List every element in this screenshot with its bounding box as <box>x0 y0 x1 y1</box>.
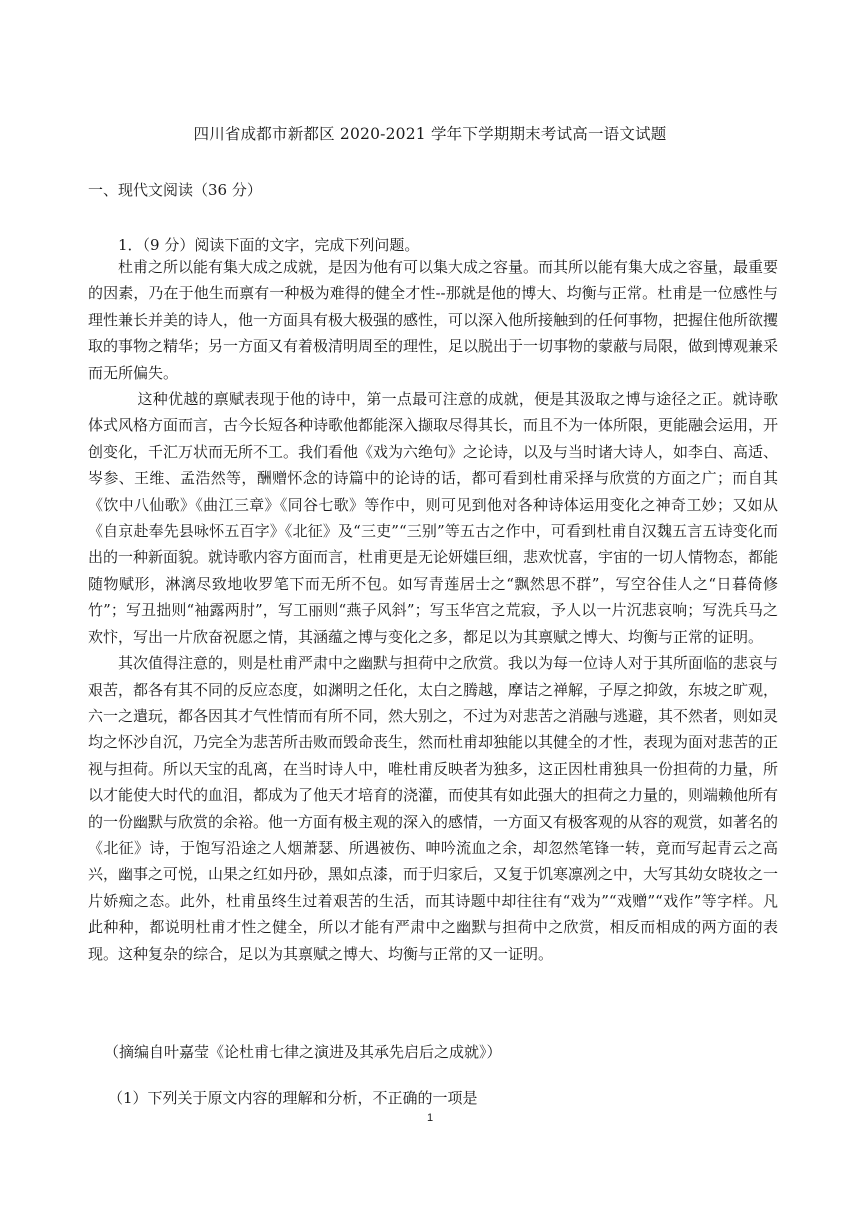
page-number: 1 <box>426 1112 434 1124</box>
section-heading: 一、现代文阅读（36 分） <box>88 181 262 199</box>
passage-body <box>88 254 778 967</box>
subquestion-1: （1）下列关于原文内容的理解和分析，不正确的一项是 <box>108 1089 478 1107</box>
question-1-intro: 1．（9 分）阅读下面的文字，完成下列问题。 <box>118 236 420 254</box>
passage-paragraph-1: 杜甫之所以能有集大成之成就，是因为他有可以集大成之容量。而其所以能有集大成之容量，最重要的因素，乃在于他生而禀有一种极为难得的健全才性--那就是他的博大、均衡与正常。杜甫是一位感性与理性兼长并美的诗人，他一方面具有极大极强的感性，可以深入他所接触到的任何事物，把握住他所欲攫取的事物之精华；另一方面又有着极清明周至的理性，足以脱出于一切事物的蒙蔽与局限，做到博观兼采而无所偏失。 <box>88 258 779 382</box>
passage-paragraph-2: 这种优越的禀赋表现于他的诗中，第一点最可注意的成就，便是其汲取之博与途径之正。就诗歌体式风格方面而言，古今长短各种诗歌他都能深入撷取尽得其长，而且不为一体所限，更能融会运用，开创变化，千汇万状而无所不工。我们看他《戏为六绝句》之论诗，以及与当时诸大诗人，如李白、高适、岑参、王维、孟浩然等，酬赠怀念的诗篇中的论诗的话，都可看到杜甫采择与欣赏的方面之广；而自其《饮中八仙歌》《曲江三章》《同谷七歌》等作中，则可见到他对各种诗体运用变化之神奇工妙；又如从《自京赴奉先县咏怀五百字》《北征》及“三吏”“三别”等五古之作中，可看到杜甫自汉魏五言五诗变化而出的一种新面貌。就诗歌内容方面而言，杜甫更是无论妍媸巨细，悲欢忧喜，宇宙的一切人情物态，都能随物赋形，淋漓尽致地收罗笔下而无所不包。如写青莲居士之“飘然思不群”，写空谷佳人之“日暮倚修竹”；写丑拙则“袖露两肘”，写工丽则“燕子风斜”；写玉华宫之荒寂，予人以一片沉悲哀响；写洗兵马之欢忭，写出一片欣奋祝愿之情，其涵蕴之博与变化之多，都足以为其禀赋之博大、均衡与正常的证明。 <box>88 390 779 646</box>
passage-paragraph-3: 其次值得注意的，则是杜甫严肃中之幽默与担荷中之欣赏。我以为每一位诗人对于其所面临的悲哀与艰苦，都各有其不同的反应态度，如渊明之任化，太白之腾越，摩诘之禅解，子厚之抑敛，东坡之旷观，六一之遣玩，都各因其才气性情而有所不同，然大别之，不过为对悲苦之消融与逃避，其不然者，则如灵均之怀沙自沉，乃完全为悲苦所击败而毁命丧生，然而杜甫却独能以其健全的才性，表现为面对悲苦的正视与担荷。所以天宝的乱离，在当时诗人中，唯杜甫反映者为独多，这正因杜甫独具一份担荷的力量，所以才能使大时代的血泪，都成为了他天才培育的浇灌，而使其有如此强大的担荷之力量的，则端赖他所有的一份幽默与欣赏的余裕。他一方面有极主观的深入的感情，一方面又有极客观的从容的观赏，如著名的《北征》诗，于饱写沿途之人烟萧瑟、所遇被伤、呻吟流血之余，却忽然笔锋一转，竟而写起青云之高兴，幽事之可悦，山果之红如丹砂，黑如点漆，而于归家后，又复于饥寒凛冽之中，大写其幼女晓妆之一片娇痴之态。此外，杜甫虽终生过着艰苦的生活，而其诗题中却往往有“戏为”“戏赠”“戏作”等字样。凡此种种，都说明杜甫才性之健全，所以才能有严肃中之幽默与担荷中之欣赏，相反而相成的两方面的表现。这种复杂的综合，足以为其禀赋之博大、均衡与正常的又一证明。 <box>88 654 779 963</box>
passage-source: （摘编自叶嘉莹《论杜甫七律之演进及其承先启后之成就》） <box>104 1043 502 1061</box>
exam-title: 四川省成都市新都区 2020-2021 学年下学期期末考试高一语文试题 <box>193 125 667 143</box>
